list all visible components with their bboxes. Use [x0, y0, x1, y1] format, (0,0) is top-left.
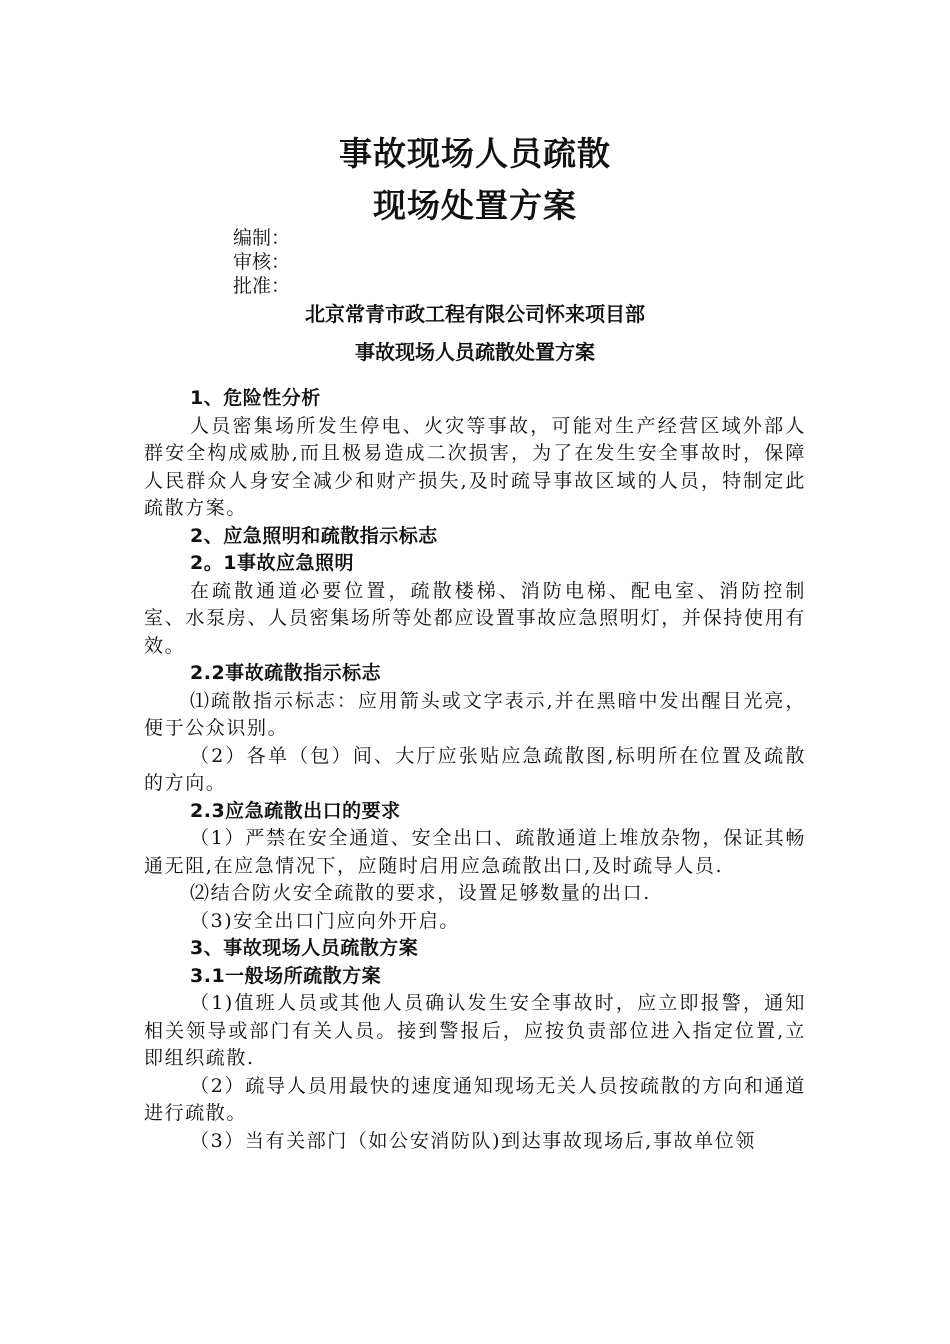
- organization-name: 北京常青市政工程有限公司怀来项目部: [305, 302, 645, 326]
- document-title-line-2: 现场处置方案: [373, 186, 577, 225]
- compile-label: 编制：: [233, 227, 291, 249]
- body-paragraph: （3)安全出口门应向外开启。: [190, 909, 460, 932]
- body-paragraph: 人员密集场所发生停电、火灾等事故，可能对生产经营区域外部人群安全构成威胁,而且极易造成二次损害，为了在发生安全事故时，保障人民群众人身安全减少和财产损失,及时疏导事故区域的人员，特制定此疏散方案。: [144, 414, 806, 519]
- section-heading: 2。1事故应急照明: [190, 552, 354, 574]
- document-title-line-1: 事故现场人员疏散: [339, 134, 611, 173]
- body-paragraph: （2）疏导人员用最快的速度通知现场无关人员按疏散的方向和通道进行疏散。: [144, 1074, 806, 1124]
- section-heading: 2.3应急疏散出口的要求: [190, 799, 401, 822]
- section-heading: 3.1一般场所疏散方案: [190, 964, 382, 987]
- section-heading: 2、应急照明和疏散指示标志: [190, 524, 438, 547]
- document-body: [144, 385, 806, 1155]
- body-paragraph: （1)值班人员或其他人员确认发生安全事故时，应立即报警，通知相关领导或部门有关人员。接到警报后，应按负责部位进入指定位置,立即组织疏散.: [144, 992, 806, 1069]
- body-paragraph: ⑴疏散指示标志：应用箭头或文字表示,并在黑暗中发出醒目光亮，便于公众识别。: [144, 689, 806, 739]
- body-paragraph: ⑵结合防火安全疏散的要求，设置足够数量的出口.: [190, 882, 651, 904]
- plan-title: 事故现场人员疏散处置方案: [355, 340, 595, 364]
- review-label: 审核：: [233, 251, 291, 273]
- section-heading: 3、事故现场人员疏散方案: [190, 937, 419, 959]
- body-paragraph: （1）严禁在安全通道、安全出口、疏散通道上堆放杂物，保证其畅通无阻,在应急情况下，应随时启用应急疏散出口,及时疏导人员.: [144, 827, 806, 877]
- section-heading: 2.2事故疏散指示标志: [190, 662, 382, 684]
- body-paragraph: （2）各单（包）间、大厅应张贴应急疏散图,标明所在位置及疏散的方向。: [144, 744, 806, 794]
- body-paragraph: （3）当有关部门（如公安消防队)到达事故现场后,事故单位领: [190, 1129, 756, 1152]
- approve-label: 批准：: [233, 275, 291, 297]
- body-paragraph: 在疏散通道必要位置，疏散楼梯、消防电梯、配电室、消防控制室、水泵房、人员密集场所等处都应设置事故应急照明灯，并保持使用有效。: [144, 579, 806, 657]
- section-heading: 1、危险性分析: [190, 387, 321, 409]
